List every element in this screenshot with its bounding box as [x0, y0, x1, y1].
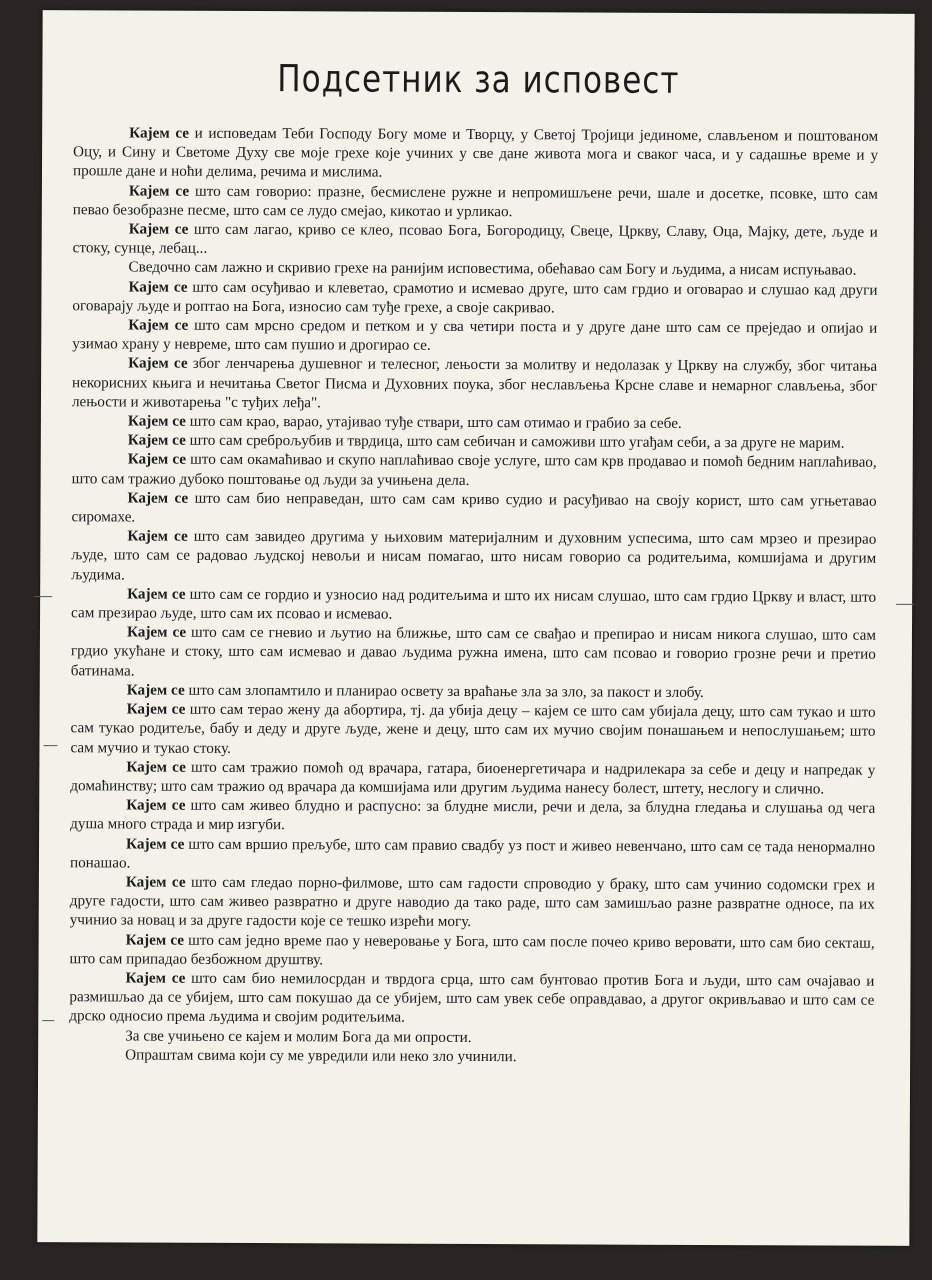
paragraph-lead: Кајем се	[127, 585, 186, 603]
paragraph-text: што сам завидео другима у њиховим материјалним и духовним успесима, што сам мрзео и презирао људе, што сам се радовао људској невољи и нисам помагао, што нисам говорио са родитељима, комшијама и другим људима.	[71, 528, 877, 584]
paragraph-lead: Кајем се	[126, 700, 186, 718]
paragraph-lead: Кајем се	[125, 969, 186, 987]
confession-paragraph	[72, 277, 877, 319]
confession-paragraph	[71, 584, 876, 626]
paragraph-text: што сам вршио прељубе, што сам правио свадбу уз пост и живео невенчано, што сам се тада ненормално понашао.	[69, 835, 876, 872]
confession-paragraph	[70, 699, 875, 760]
scan-mark	[896, 604, 914, 605]
document-title: Подсетник за исповест	[277, 57, 680, 103]
paragraph-lead: Кајем се	[128, 182, 190, 200]
confession-paragraph	[70, 930, 875, 972]
paragraph-text: што сам био неправедан, што сам сам криво судио и расуђивао на своју корист, што сам угњетавао сиромахе.	[71, 489, 877, 526]
paragraph-lead: Кајем се	[126, 834, 185, 853]
paragraph-text: што сам једно време пао у неверовање у Бога, што сам после почео криво веровати, што сам био секташ, што сам припадао безбожном друштву.	[69, 931, 875, 969]
paragraph-lead: Кајем се	[127, 412, 186, 430]
paragraph-lead: Кајем се	[128, 316, 189, 334]
confession-paragraph	[69, 1045, 874, 1068]
paper-sheet	[37, 10, 914, 1246]
scan-mark	[42, 1020, 54, 1021]
paragraph-lead: Кајем се	[125, 931, 185, 949]
document-body	[69, 123, 878, 1067]
paragraph-lead: Кајем се	[127, 450, 187, 469]
paragraph-lead: Кајем се	[126, 681, 185, 699]
paragraph-text: што сам злопамтило и планирао освету за враћање зла за зло, за пакост и злобу.	[184, 681, 704, 701]
confession-paragraph	[72, 315, 877, 357]
paragraph-text: што сам мрсно средом и петком и у сва четири поста и у друге дане што сам се преједао и опијао и узимао храну у невреме, што сам пушио и дрогирао се.	[72, 316, 878, 355]
paragraph-lead: Кајем се	[128, 354, 188, 373]
paragraph-lead: Кајем се	[126, 623, 187, 642]
paragraph-lead: Кајем се	[129, 124, 190, 142]
scan-mark	[43, 745, 57, 746]
paragraph-lead: Кајем се	[128, 278, 188, 296]
paragraph-lead: Кајем се	[127, 527, 188, 546]
paragraph-text: што сам се гневио и љутио на ближње, што сам се свађао и препирао и нисам никога слушао, што сам грдио укућане и стоку, што сам исмевао и давао људима ружна имена, што сам псовао и говорио грозне речи и претио батинама.	[70, 624, 877, 680]
paragraph-lead: Кајем се	[127, 489, 189, 507]
paragraph-text: што сам говорио: празне, бесмислене ружне и непромишљене речи, шале и досетке, псовке, што сам певао безобразне песме, што сам се лудо смејао, кикотао и урликао.	[72, 182, 878, 220]
paragraph-text: што сам лагао, криво се клео, псовао Бога, Богородицу, Свеце, Цркву, Славу, Оца, Мајку, дете, људе и стоку, сунце, лебац...	[72, 220, 878, 258]
paragraph-lead: Кајем се	[127, 431, 186, 449]
paragraph-text: што сам био немилосрдан и тврдога срца, што сам бунтовао против Бога и људи, што сам очајавао и размишљао да се убијем, што сам покушао да се убијем, што сам увек себе оправдавао, а другог окривљавао и што сам се дрско односио према људима и својим родитељима.	[69, 969, 875, 1027]
paragraph-text: што сам осуђивао и клеветао, срамотио и исмевао друге, што сам грдио и оговарао и слушао кад други оговарају људе и роптао на Бога, износио сам туђе грехе, а своје сакривао.	[72, 278, 878, 317]
paragraph-lead: Кајем се	[128, 220, 189, 238]
confession-paragraph	[73, 123, 878, 184]
confession-paragraph	[70, 872, 875, 933]
confession-paragraph	[70, 757, 875, 799]
confession-paragraph	[71, 488, 876, 530]
paragraph-text: Сведочно сам лажно и скривио грехе на ранијим исповестима, обећавао сам Богу и људима, а нисам испуњавао.	[128, 258, 857, 280]
paragraph-lead: Кајем се	[125, 873, 186, 891]
confession-paragraph	[73, 219, 878, 261]
confession-paragraph	[70, 795, 875, 837]
paragraph-text: што сам крао, варао, утајивао туђе ствари, што сам отимао и грабио за себе.	[185, 412, 682, 432]
paragraph-text: због ленчарења душевног и телесног, лењости за молитву и недолазак у Цркву на службу, због читања некорисних књига и нечитања Светог Писма и Духовних поука, због неслављења Крсне славе и немарног слављења, због лењости и животарења "с туђих леђа".	[71, 355, 878, 412]
confession-paragraph	[71, 526, 876, 587]
paragraph-text: што сам терао жену да абортира, тј. да убија децу – кајем се што сам убијала децу, што сам тукао и што сам тукао родитеље, бабу и деду и друге људе, жене и децу, што сам их мучио својим понашањем и непослушањем; што сам мучио и тукао стоку.	[70, 700, 876, 757]
confession-paragraph	[70, 834, 875, 876]
confession-paragraph	[71, 623, 876, 684]
paragraph-text: што сам среброљубив и тврдица, што сам себичан и саможиви што угађам себи, а за друге не марим.	[185, 431, 845, 452]
paragraph-lead: Кајем се	[126, 758, 186, 776]
scan-mark	[34, 596, 52, 597]
paragraph-text: Опраштам свима који су ме увредили или неко зло учинили.	[125, 1046, 517, 1065]
paragraph-text: што сам тражио помоћ од врачара, гатара, биоенергетичара и надрилекара за себе и децу и напредак у домаћинству; што сам тражио од врачара да комшијама или другим људима нанесу болест, штету, неслогу и слично.	[70, 758, 876, 798]
paragraph-text: што сам живео блудно и распусно: за блудне мисли, речи и дела, за блудна гледања и слушања од чега душа много страда и мир изгуби.	[70, 796, 876, 834]
paragraph-text: и исповедам Теби Господу Богу моме и Творцу, у Светој Тројици јединоме, слављеном и поштованом Оцу, и Сину и Светоме Духу све моје грехе које учиних у све дане живота мога и сваког часа, и у садашње време и у прошле дане и ноћи делима, речима и мислима.	[72, 124, 879, 181]
paragraph-text: За све учињено се кајем и молим Бога да ми опрости.	[125, 1027, 472, 1046]
paragraph-lead: Кајем се	[126, 796, 186, 814]
confession-paragraph	[72, 354, 877, 415]
confession-paragraph	[69, 968, 874, 1029]
paragraph-text: што сам се гордио и узносио над родитељима и што их нисам слушао, што сам грдио Цркву и власт, што сам презирао људе, што сам их псовао и исмевао.	[71, 585, 877, 623]
confession-paragraph	[72, 450, 877, 492]
confession-paragraph	[73, 181, 878, 223]
paragraph-text: што сам гледао порно-филмове, што сам гадости спроводио у браку, што сам учинио содомски грех и друге гадости, што сам живео развратно и друге наводио да тако раде, што сам замишљао разне развратне односе, па их учинио за новац и за друге гадости које се тешко изрећи могу.	[69, 873, 875, 931]
paragraph-text: што сам окамаћивао и скупо наплаћивао своје услуге, што сам крв продавао и помоћ бедним наплаћивао, што сам тражио дубоко поштовање од људи за учињена дела.	[71, 451, 877, 489]
